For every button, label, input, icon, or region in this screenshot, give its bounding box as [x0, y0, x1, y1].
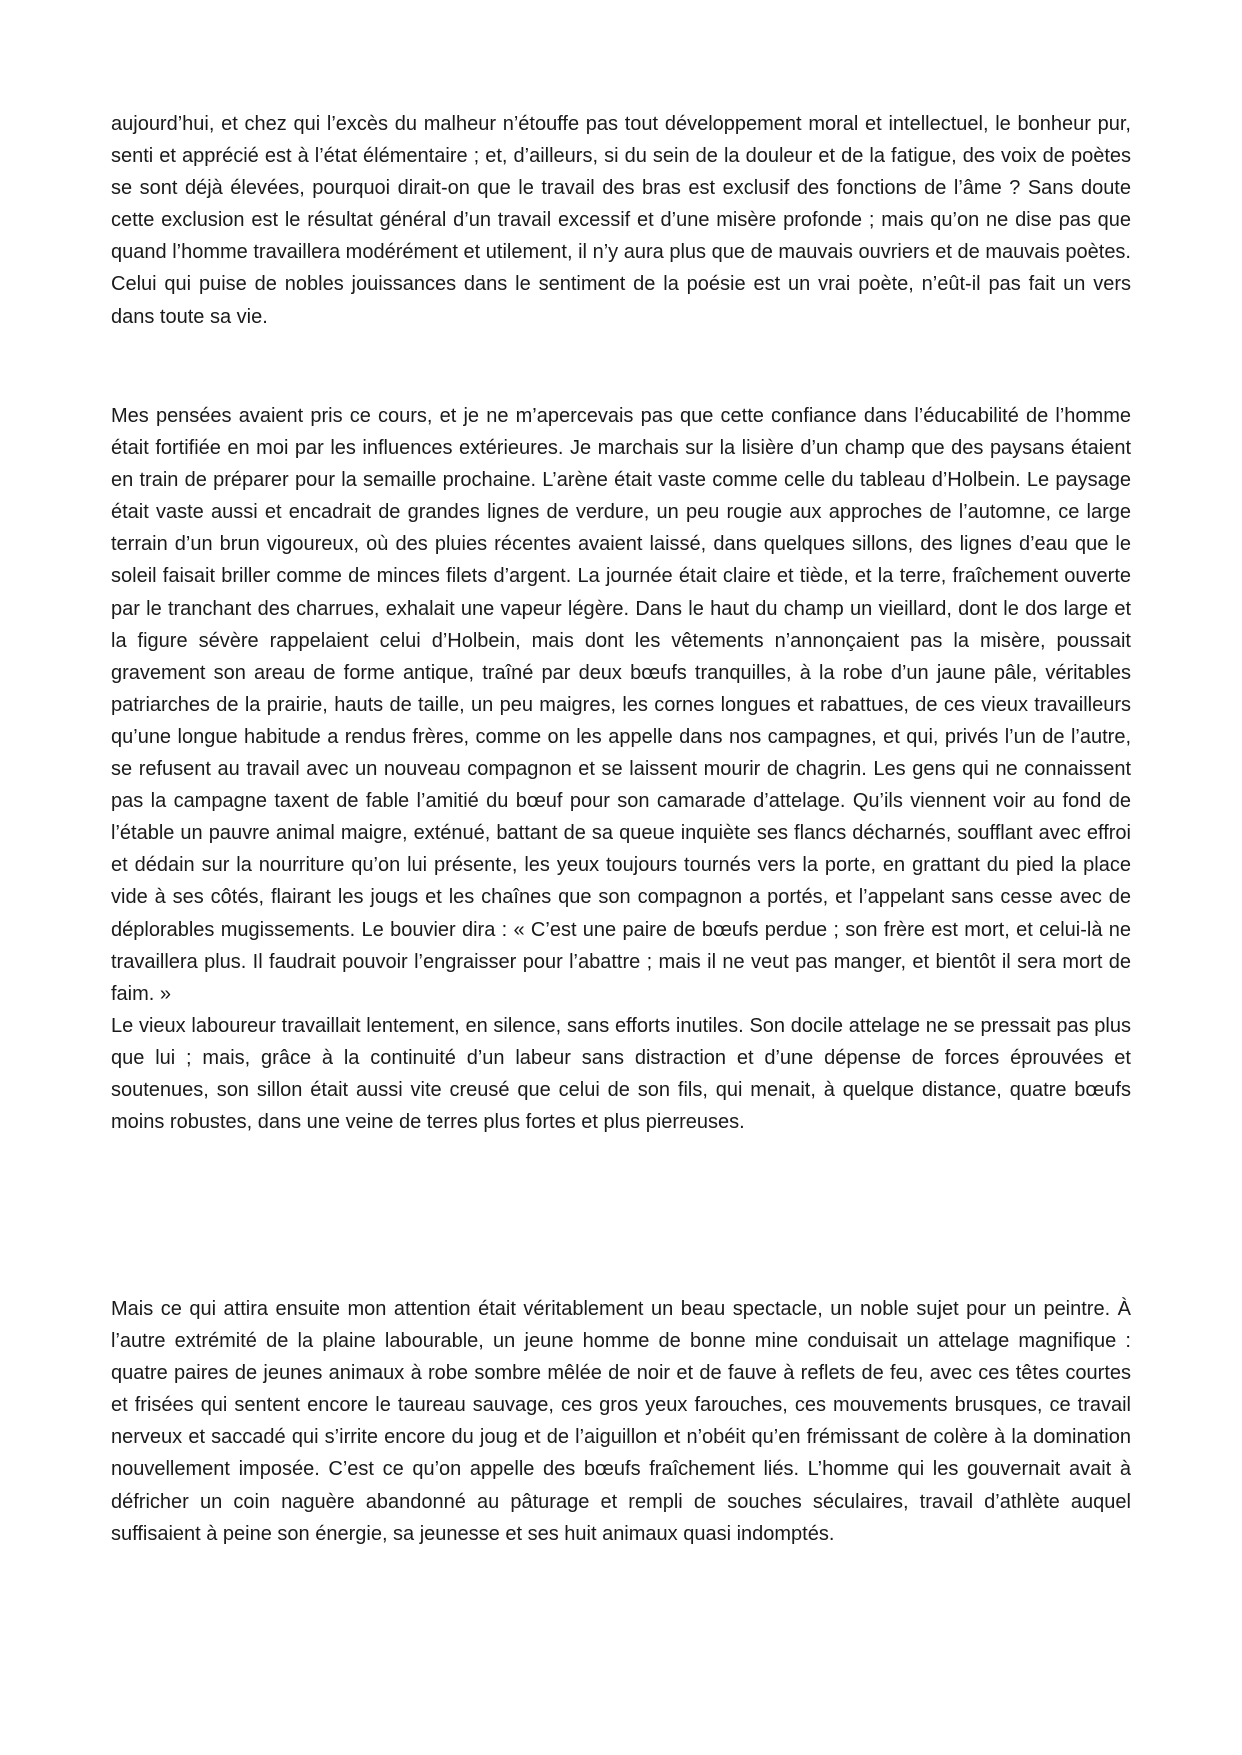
paragraph-2: Mes pensées avaient pris ce cours, et je ne m’apercevais pas que cette confiance dans l’éducabilité de l’homme était fortifiée en moi par les influences extérieures. Je marchais sur la lisière d’un champ que des paysans étaient en train de préparer pour la semaille prochaine. L’arène était vaste comme celle du tableau d’Holbein. Le paysage était vaste aussi et encadrait de grandes lignes de verdure, un peu rougie aux approches de l’automne, ce large terrain d’un brun vigoureux, où des pluies récentes avaient laissé, dans quelques sillons, des lignes d’eau que le soleil faisait briller comme de minces filets d’argent. La journée était claire et tiède, et la terre, fraîchement ouverte par le tranchant des charrues, exhalait une vapeur légère. Dans le haut du champ un vieillard, dont le dos large et la figure sévère rappelaient celui d’Holbein, mais dont les vêtements n’annonçaient pas la misère, poussait gravement son areau de forme antique, traîné par deux bœufs tranquilles, à la robe d’un jaune pâle, véritables patriarches de la prairie, hauts de taille, un peu maigres, les cornes longues et rabattues, de ces vieux travailleurs qu’une longue habitude a rendus frères, comme on les appelle dans nos campagnes, et qui, privés l’un de l’autre, se refusent au travail avec un nouveau compagnon et se laissent mourir de chagrin. Les gens qui ne connaissent pas la campagne taxent de fable l’amitié du bœuf pour son camarade d’attelage. Qu’ils viennent voir au fond de l’étable un pauvre animal maigre, exténué, battant de sa queue inquiète ses flancs décharnés, soufflant avec effroi et dédain sur la nourriture qu’on lui présente, les yeux toujours tournés vers la porte, en grattant du pied la place vide à ses côtés, flairant les jougs et les chaînes que son compagnon a portés, et l’appelant sans cesse avec de déplorables mugissements. Le bouvier dira : « C’est une paire de bœufs perdue ; son frère est mort, et celui-là ne travaillera plus. Il faudrait pouvoir l’engraisser pour l’abattre ; mais il ne veut pas manger, et bientôt il sera mort de faim. »: [111, 405, 1131, 1005]
paragraph-1: aujourd’hui, et chez qui l’excès du malheur n’étouffe pas tout développement moral et intellectuel, le bonheur pur, senti et apprécié est à l’état élémentaire ; et, d’ailleurs, si du sein de la douleur et de la fatigue, des voix de poètes se sont déjà élevées, pourquoi dirait-on que le travail des bras est exclusif des fonctions de l’âme ? Sans doute cette exclusion est le résultat général d’un travail excessif et d’une misère profonde ; mais qu’on ne dise pas que quand l’homme travaillera modérément et utilement, il n’y aura plus que de mauvais ouvriers et de mauvais poètes. Celui qui puise de nobles jouissances dans le sentiment de la poésie est un vrai poète, n’eût-il pas fait un vers dans toute sa vie.: [111, 113, 1131, 328]
paragraph-4: Mais ce qui attira ensuite mon attention était véritablement un beau spectacle, un noble sujet pour un peintre. À l’autre extrémité de la plaine labourable, un jeune homme de bonne mine conduisait un attelage magnifique : quatre paires de jeunes animaux à robe sombre mêlée de noir et de fauve à reflets de feu, avec ces têtes courtes et frisées qui sentent encore le taureau sauvage, ces gros yeux farouches, ces mouvements brusques, ce travail nerveux et saccadé qui s’irrite encore du joug et de l’aiguillon et n’obéit qu’en frémissant de colère à la domination nouvellement imposée. C’est ce qu’on appelle des bœufs fraîchement liés. L’homme qui les gouvernait avait à défricher un coin naguère abandonné au pâturage et rempli de souches séculaires, travail d’athlète auquel suffisaient à peine son énergie, sa jeunesse et ses huit animaux quasi indomptés.: [111, 1298, 1131, 1545]
paragraph-3: Le vieux laboureur travaillait lentement, en silence, sans efforts inutiles. Son docile attelage ne se pressait pas plus que lui ; mais, grâce à la continuité d’un labeur sans distraction et d’une dépense de forces éprouvées et soutenues, son sillon était aussi vite creusé que celui de son fils, qui menait, à quelque distance, quatre bœufs moins robustes, dans une veine de terres plus fortes et plus pierreuses.: [111, 1015, 1131, 1134]
